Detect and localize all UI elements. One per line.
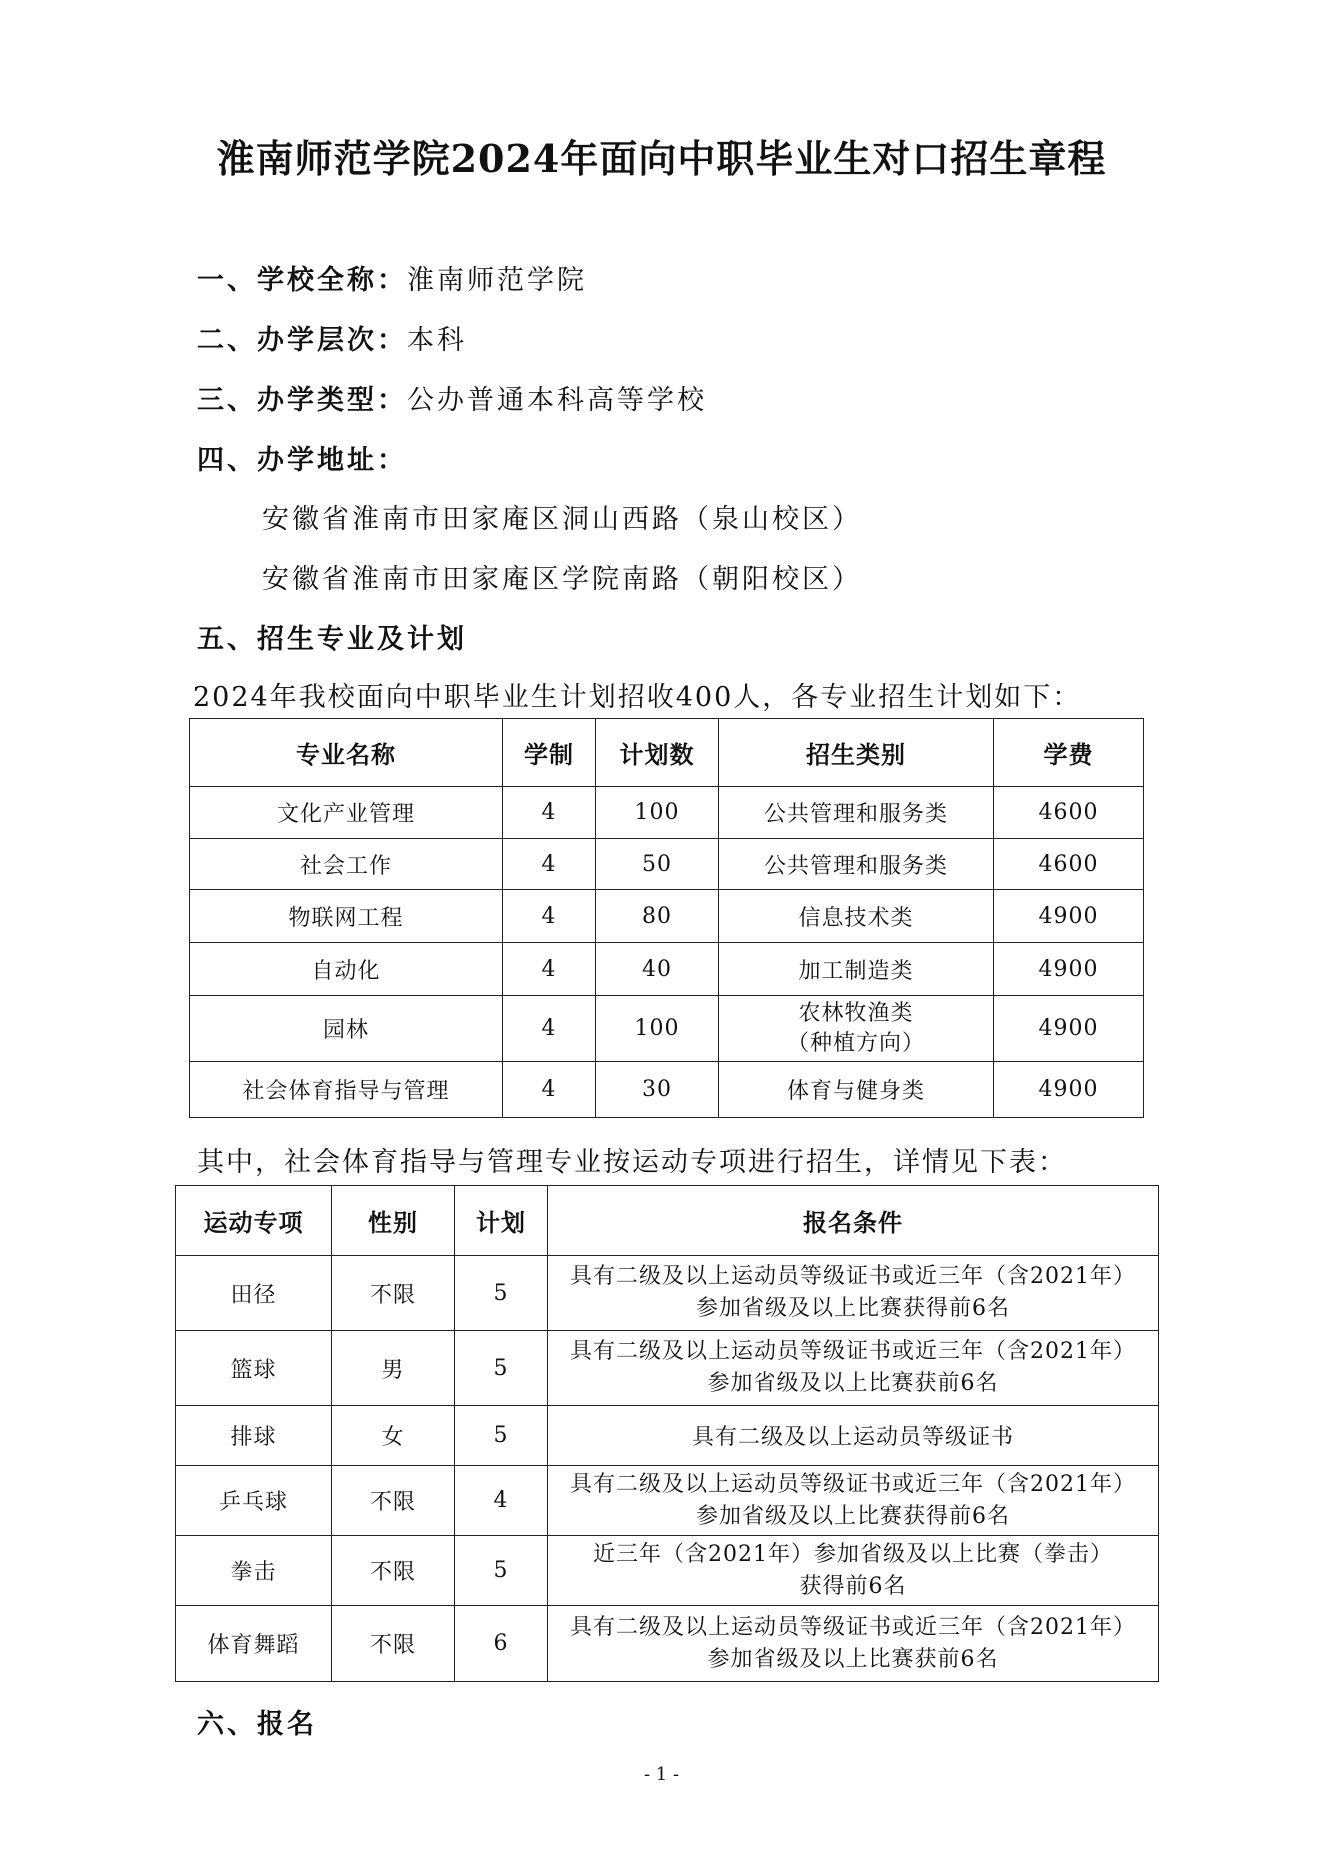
category	[719, 996, 994, 1062]
major-name: 文化产业管理	[190, 787, 503, 839]
plan: 5	[455, 1406, 548, 1466]
sport: 篮球	[176, 1331, 332, 1406]
table-header-row	[176, 1186, 1159, 1256]
header-cell: 专业名称	[190, 719, 503, 787]
plan: 5	[455, 1536, 548, 1606]
condition	[548, 1256, 1159, 1331]
gender: 不限	[332, 1466, 455, 1536]
condition-line: 参加省级及以上比赛获前6名	[707, 1646, 999, 1672]
tuition: 4900	[994, 1062, 1144, 1118]
duration: 4	[503, 1062, 596, 1118]
condition	[548, 1466, 1159, 1536]
tuition: 4600	[994, 839, 1144, 890]
page-number: - 1 -	[643, 1764, 680, 1785]
header-cell: 学费	[994, 719, 1144, 787]
section-head: 三、办学类型：	[197, 385, 407, 416]
category-line: 农林牧渔类	[798, 1000, 914, 1026]
gender: 不限	[332, 1606, 455, 1682]
duration: 4	[503, 787, 596, 839]
section-value: 公办普通本科高等学校	[407, 385, 707, 416]
plan-count: 50	[596, 839, 719, 890]
condition	[548, 1606, 1159, 1682]
condition: 具有二级及以上运动员等级证书	[548, 1406, 1159, 1466]
condition-line: 具有二级及以上运动员等级证书或近三年（含2021年）	[570, 1614, 1136, 1640]
section-plan	[197, 617, 467, 656]
major-name: 社会体育指导与管理	[190, 1062, 503, 1118]
section-head: 四、办学地址：	[197, 445, 407, 476]
table-row	[176, 1466, 1159, 1536]
table-row	[190, 839, 1144, 890]
section-level	[197, 318, 467, 357]
plan-count: 100	[596, 787, 719, 839]
plan: 4	[455, 1466, 548, 1536]
table-row	[176, 1536, 1159, 1606]
plan-intro: 2024年我校面向中职毕业生计划招收400人，各专业招生计划如下：	[193, 682, 1082, 713]
plan-count: 100	[596, 996, 719, 1062]
section-type	[197, 378, 707, 417]
sport: 排球	[176, 1406, 332, 1466]
condition-line: 参加省级及以上比赛获前6名	[707, 1371, 999, 1396]
address-line: 安徽省淮南市田家庵区洞山西路（泉山校区）	[262, 504, 862, 535]
plan: 6	[455, 1606, 548, 1682]
header-cell: 计划数	[596, 719, 719, 787]
gender: 不限	[332, 1256, 455, 1331]
category: 加工制造类	[719, 943, 994, 996]
major-name: 社会工作	[190, 839, 503, 890]
tuition: 4900	[994, 996, 1144, 1062]
header-cell: 性别	[332, 1186, 455, 1256]
condition-line: 获得前6名	[799, 1573, 907, 1599]
condition-line: 参加省级及以上比赛获得前6名	[696, 1296, 1010, 1321]
majors-table	[189, 718, 1144, 1118]
sport: 拳击	[176, 1536, 332, 1606]
table-header-row	[190, 719, 1144, 787]
header-cell: 计划	[455, 1186, 548, 1256]
section-school-name	[197, 258, 587, 297]
category: 信息技术类	[719, 890, 994, 943]
gender: 女	[332, 1406, 455, 1466]
condition	[548, 1536, 1159, 1606]
tuition: 4600	[994, 787, 1144, 839]
table-row	[176, 1406, 1159, 1466]
sport: 体育舞蹈	[176, 1606, 332, 1682]
section-head: 五、招生专业及计划	[197, 624, 467, 655]
condition-line: 具有二级及以上运动员等级证书或近三年（含2021年）	[570, 1339, 1136, 1364]
plan: 5	[455, 1256, 548, 1331]
duration: 4	[503, 943, 596, 996]
sport: 田径	[176, 1256, 332, 1331]
sports-intro: 其中，社会体育指导与管理专业按运动专项进行招生，详情见下表：	[197, 1147, 1067, 1178]
table-row	[190, 890, 1144, 943]
condition-line: 具有二级及以上运动员等级证书或近三年（含2021年）	[570, 1471, 1136, 1497]
category-line: （种植方向）	[786, 1030, 925, 1056]
address-line: 安徽省淮南市田家庵区学院南路（朝阳校区）	[262, 564, 862, 595]
table-row	[176, 1256, 1159, 1331]
section-value: 淮南师范学院	[407, 265, 587, 296]
major-name: 园林	[190, 996, 503, 1062]
plan-count: 40	[596, 943, 719, 996]
plan-count: 30	[596, 1062, 719, 1118]
header-cell: 运动专项	[176, 1186, 332, 1256]
condition	[548, 1331, 1159, 1406]
category: 公共管理和服务类	[719, 839, 994, 890]
plan: 5	[455, 1331, 548, 1406]
major-name: 自动化	[190, 943, 503, 996]
header-cell: 招生类别	[719, 719, 994, 787]
condition-line: 具有二级及以上运动员等级证书或近三年（含2021年）	[570, 1264, 1136, 1289]
category: 公共管理和服务类	[719, 787, 994, 839]
duration: 4	[503, 996, 596, 1062]
gender: 不限	[332, 1536, 455, 1606]
sports-table	[175, 1185, 1159, 1682]
section-head: 二、办学层次：	[197, 325, 407, 356]
header-cell: 学制	[503, 719, 596, 787]
table-row	[176, 1331, 1159, 1406]
major-name: 物联网工程	[190, 890, 503, 943]
plan-count: 80	[596, 890, 719, 943]
condition-line: 参加省级及以上比赛获得前6名	[696, 1503, 1010, 1529]
duration: 4	[503, 890, 596, 943]
table-row	[190, 996, 1144, 1062]
section-value: 本科	[407, 325, 467, 356]
tuition: 4900	[994, 890, 1144, 943]
section-head: 六、报名	[197, 1709, 317, 1740]
document-title: 淮南师范学院2024年面向中职毕业生对口招生章程	[216, 136, 1107, 181]
header-cell: 报名条件	[548, 1186, 1159, 1256]
table-row	[190, 1062, 1144, 1118]
condition-line: 近三年（含2021年）参加省级及以上比赛（拳击）	[593, 1541, 1113, 1567]
duration: 4	[503, 839, 596, 890]
section-address	[197, 438, 407, 477]
table-row	[176, 1606, 1159, 1682]
table-row	[190, 787, 1144, 839]
category: 体育与健身类	[719, 1062, 994, 1118]
section-head: 一、学校全称：	[197, 265, 407, 296]
tuition: 4900	[994, 943, 1144, 996]
gender: 男	[332, 1331, 455, 1406]
section-registration	[197, 1702, 317, 1741]
sport: 乒乓球	[176, 1466, 332, 1536]
table-row	[190, 943, 1144, 996]
